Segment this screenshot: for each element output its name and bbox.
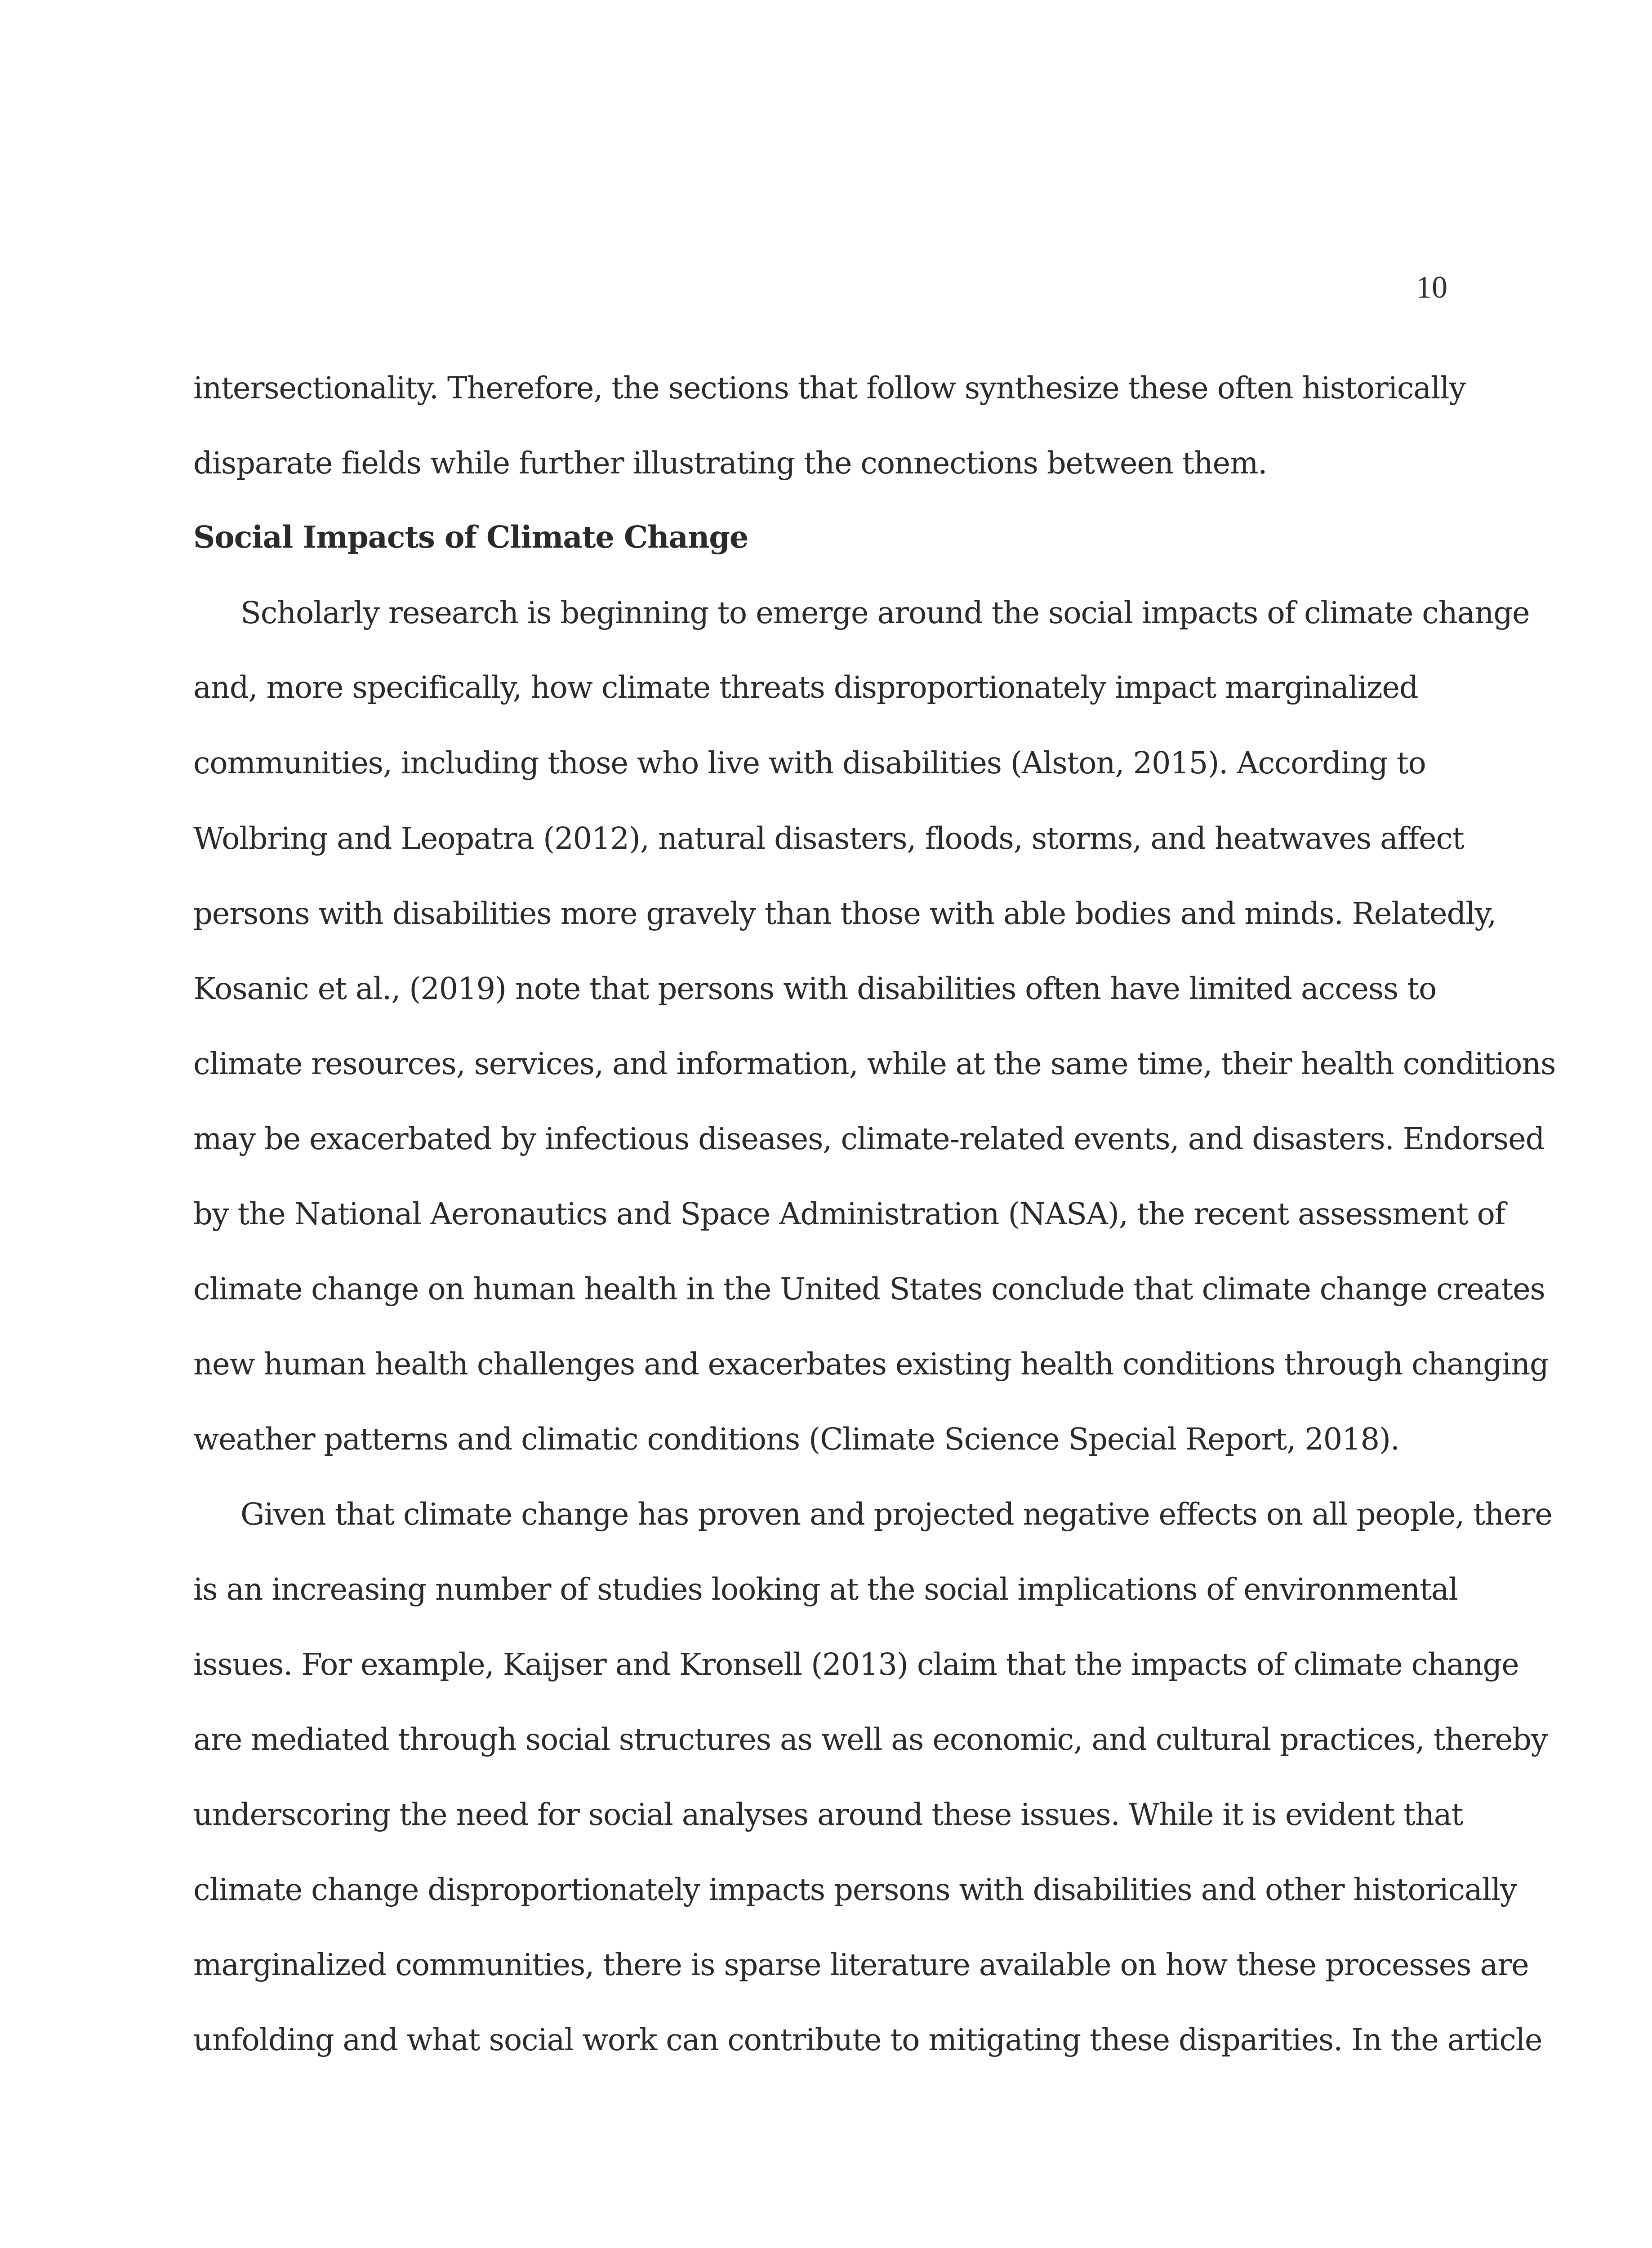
body-line: Given that climate change has proven and projected negative effects on all people, there	[240, 1497, 1552, 1532]
body-line: weather patterns and climatic conditions (Climate Science Special Report, 2018).	[193, 1422, 1399, 1457]
body-line: new human health challenges and exacerbates existing health conditions through changing	[193, 1347, 1549, 1382]
body-line: intersectionality. Therefore, the sections that follow synthesize these often historically	[193, 370, 1465, 406]
body-line: marginalized communities, there is sparse literature available on how these processes are	[193, 1947, 1529, 1982]
body-line: disparate fields while further illustrating the connections between them.	[193, 446, 1267, 481]
body-line: communities, including those who live with disabilities (Alston, 2015). According to	[193, 745, 1426, 781]
body-line: is an increasing number of studies looking at the social implications of environmental	[193, 1572, 1458, 1607]
body-line: Scholarly research is beginning to emerge around the social impacts of climate change	[240, 595, 1530, 630]
body-line: persons with disabilities more gravely than those with able bodies and minds. Relatedly,	[193, 896, 1496, 931]
body-line: may be exacerbated by infectious diseases, climate-related events, and disasters. Endorsed	[193, 1121, 1545, 1156]
body-line: issues. For example, Kaijser and Kronsell (2013) claim that the impacts of climate change	[193, 1647, 1519, 1682]
body-line: unfolding and what social work can contribute to mitigating these disparities. In the article	[193, 2022, 1542, 2057]
body-line: climate resources, services, and information, while at the same time, their health conditions	[193, 1046, 1556, 1081]
body-line: Wolbring and Leopatra (2012), natural disasters, floods, storms, and heatwaves affect	[193, 821, 1464, 856]
body-line: underscoring the need for social analyses around these issues. While it is evident that	[193, 1797, 1463, 1832]
page-number: 10	[1416, 270, 1447, 305]
body-line: climate change on human health in the United States conclude that climate change creates	[193, 1271, 1545, 1307]
body-line: climate change disproportionately impacts persons with disabilities and other historically	[193, 1872, 1517, 1907]
body-line: by the National Aeronautics and Space Administration (NASA), the recent assessment of	[193, 1196, 1505, 1231]
body-line: are mediated through social structures as well as economic, and cultural practices, thereby	[193, 1722, 1548, 1757]
section-heading: Social Impacts of Climate Change	[193, 519, 748, 555]
body-line: and, more specifically, how climate threats disproportionately impact marginalized	[193, 670, 1418, 705]
body-line: Kosanic et al., (2019) note that persons with disabilities often have limited access to	[193, 971, 1437, 1006]
